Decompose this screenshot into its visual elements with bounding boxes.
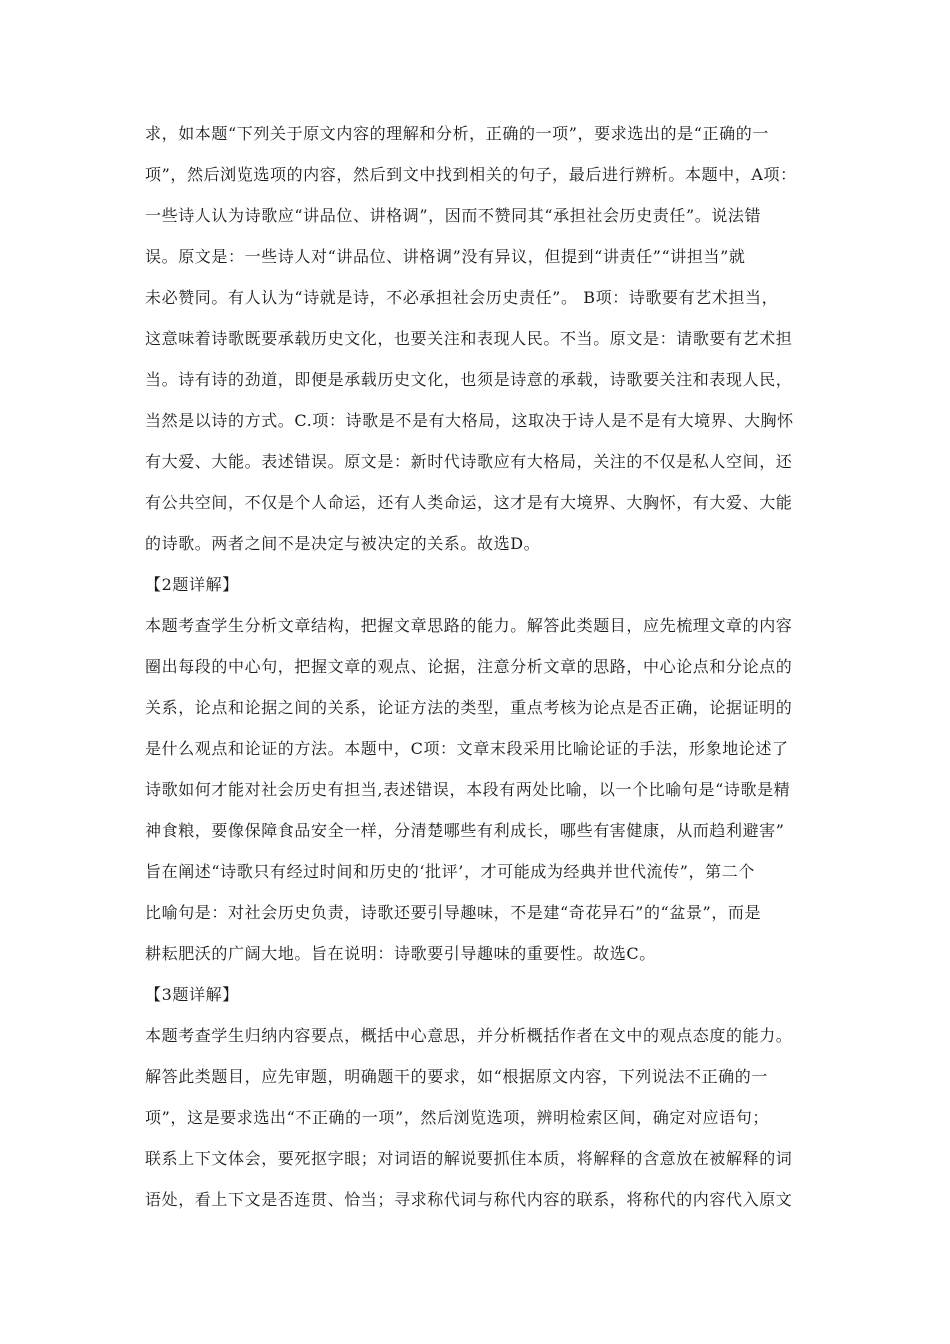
text-line: 本题考查学生分析文章结构，把握文章思路的能力。解答此类题目，应先梳理文章的内容 xyxy=(145,616,793,635)
text-line: 项”，然后浏览选项的内容，然后到文中找到相关的句子，最后进行辨析。本题中，A项： xyxy=(145,165,797,184)
text-line: 是什么观点和论证的方法。本题中，C项：文章末段采用比喻论证的手法，形象地论述了 xyxy=(145,739,789,758)
text-line: 的诗歌。两者之间不是决定与被决定的关系。故选D。 xyxy=(145,534,541,553)
text-line: 未必赞同。有人认为“诗就是诗，不必承担社会历史责任”。 B项：诗歌要有艺术担当， xyxy=(145,288,779,307)
text-line: 神食粮，要像保障食品安全一样，分清楚哪些有利成长，哪些有害健康，从而趋利避害” xyxy=(145,821,785,840)
text-line: 项”，这是要求选出“不正确的一项”，然后浏览选项，辨明检索区间，确定对应语句； xyxy=(145,1108,769,1127)
text-line: 关系，论点和论据之间的关系，论证方法的类型，重点考核为论点是否正确，论据证明的 xyxy=(145,698,793,717)
text-line: 解答此类题目，应先审题，明确题干的要求，如“根据原文内容，下列说法不正确的一 xyxy=(145,1067,768,1086)
text-line: 本题考查学生归纳内容要点，概括中心意思，并分析概括作者在文中的观点态度的能力。 xyxy=(145,1026,793,1045)
section-heading: 【2题详解】 xyxy=(145,575,239,594)
text-line: 求，如本题“下列关于原文内容的理解和分析，正确的一项”，要求选出的是“正确的一 xyxy=(145,124,769,143)
text-line: 有公共空间，不仅是个人命运，还有人类命运，这才是有大境界、大胸怀，有大爱、大能 xyxy=(145,493,793,512)
text-line: 误。原文是：一些诗人对“讲品位、讲格调”没有异议，但提到“讲责任”“讲担当”就 xyxy=(145,247,746,266)
text-line: 耕耘肥沃的广阔大地。旨在说明：诗歌要引导趣味的重要性。故选C。 xyxy=(145,944,656,963)
text-line: 当。诗有诗的劲道，即便是承载历史文化，也须是诗意的承载，诗歌要关注和表现人民， xyxy=(145,370,793,389)
text-line: 旨在阐述“诗歌只有经过时间和历史的‘批评’，才可能成为经典并世代流传”，第二个 xyxy=(145,862,755,881)
text-line: 这意味着诗歌既要承载历史文化，也要关注和表现人民。不当。原文是：请歌要有艺术担 xyxy=(145,329,793,348)
text-line: 联系上下文体会，要死抠字眼；对词语的解说要抓住本质，将解释的含意放在被解释的词 xyxy=(145,1149,793,1168)
text-line: 圈出每段的中心句，把握文章的观点、论据，注意分析文章的思路，中心论点和分论点的 xyxy=(145,657,793,676)
section-heading: 【3题详解】 xyxy=(145,985,239,1004)
text-line: 诗歌如何才能对社会历史有担当,表述错误，本段有两处比喻，以一个比喻句是“诗歌是精 xyxy=(145,780,791,799)
text-line: 语处，看上下文是否连贯、恰当；寻求称代词与称代内容的联系，将称代的内容代入原文 xyxy=(145,1190,793,1209)
text-line: 一些诗人认为诗歌应“讲品位、讲格调”，因而不赞同其“承担社会历史责任”。说法错 xyxy=(145,206,762,225)
text-line: 有大爱、大能。表述错误。原文是：新时代诗歌应有大格局，关注的不仅是私人空间，还 xyxy=(145,452,793,471)
text-line: 当然是以诗的方式。C.项：诗歌是不是有大格局，这取决于诗人是不是有大境界、大胸怀 xyxy=(145,411,794,430)
text-line: 比喻句是：对社会历史负责，诗歌还要引导趣味，不是建“奇花异石”的“盆景”，而是 xyxy=(145,903,762,922)
